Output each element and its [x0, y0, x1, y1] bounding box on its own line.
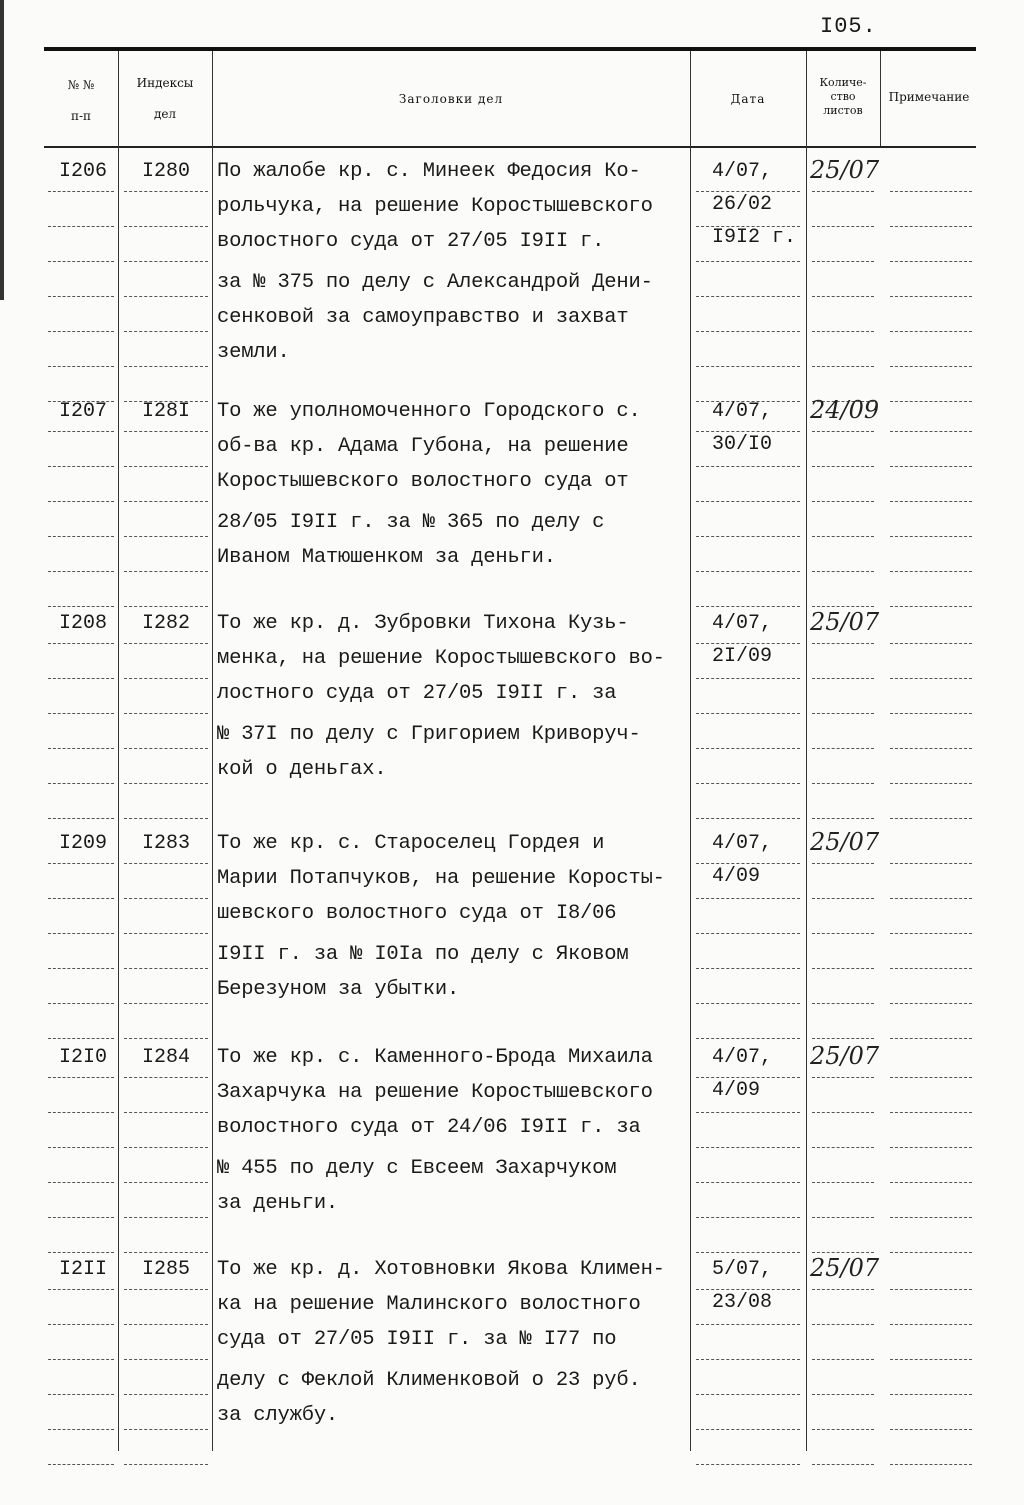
entry-date-line: 4/07,: [712, 612, 773, 635]
ruling-line: [48, 643, 114, 645]
ruling-line: [124, 331, 208, 333]
ruling-line: [48, 431, 114, 433]
entry-date-line: I9I2 г.: [712, 226, 797, 249]
entry-number: I2II: [58, 1258, 107, 1281]
ruling-line: [812, 713, 874, 715]
entry-date-line: 23/08: [712, 1291, 773, 1314]
ruling-line: [890, 366, 972, 368]
entry-title-line: кой о деньгах.: [217, 758, 387, 781]
ruling-line: [48, 713, 114, 715]
header-sheets-line1: Количе-: [819, 76, 867, 89]
ruling-line: [124, 1038, 208, 1040]
ruling-line: [812, 863, 874, 865]
ruling-line: [48, 678, 114, 680]
ruling-line: [48, 261, 114, 263]
ruling-line: [812, 1289, 874, 1291]
ruling-line: [890, 261, 972, 263]
ruling-line: [48, 1394, 114, 1396]
ruling-line: [812, 748, 874, 750]
ruling-line: [124, 1464, 208, 1466]
entry-title-line: сенковой за самоуправство и захват: [217, 306, 629, 329]
entry-title-line: То же кр. д. Хотовновки Якова Климен-: [217, 1258, 665, 1281]
header-number-line1: № №: [67, 78, 95, 92]
ruling-line: [48, 571, 114, 573]
table-row: [0, 156, 1024, 370]
entry-index: I282: [141, 612, 190, 635]
ruling-line: [124, 713, 208, 715]
entry-date-line: 4/07,: [712, 400, 773, 423]
ruling-line: [48, 226, 114, 228]
ruling-line: [124, 1147, 208, 1149]
ruling-line: [696, 366, 800, 368]
header-number: [48, 78, 114, 124]
ruling-line: [890, 1464, 972, 1466]
ruling-line: [124, 191, 208, 193]
entry-number: I207: [58, 400, 107, 423]
ruling-line: [812, 1003, 874, 1005]
ruling-line: [124, 643, 208, 645]
ruling-line: [48, 1429, 114, 1431]
entry-title-line: Коростышевского волостного суда от: [217, 470, 629, 493]
ruling-line: [890, 713, 972, 715]
ruling-line: [48, 748, 114, 750]
ruling-line: [812, 466, 874, 468]
entry-date-line: 4/07,: [712, 160, 773, 183]
entry-sheets-count: 25/07: [810, 1254, 880, 1282]
ruling-line: [48, 296, 114, 298]
ruling-line: [890, 226, 972, 228]
ruling-line: [696, 933, 800, 935]
ruling-line: [890, 898, 972, 900]
entry-title-line: То же кр. д. Зубровки Тихона Кузь-: [217, 612, 629, 635]
ruling-line: [124, 261, 208, 263]
ruling-line: [890, 571, 972, 573]
entry-sheets-count: 25/07: [810, 828, 880, 856]
entry-title-line: об-ва кр. Адама Губона, на решение: [217, 435, 629, 458]
ruling-line: [696, 863, 800, 865]
table-header-rule: [44, 146, 976, 148]
entry-title-line: Марии Потапчуков, на решение Коросты-: [217, 867, 665, 890]
entry-number: I206: [58, 160, 107, 183]
ruling-line: [890, 933, 972, 935]
entry-number: I2I0: [58, 1046, 107, 1069]
ruling-line: [48, 968, 114, 970]
entry-title-line: лостного суда от 27/05 I9II г. за: [217, 682, 617, 705]
ruling-line: [48, 366, 114, 368]
ruling-line: [812, 933, 874, 935]
entry-number: I208: [58, 612, 107, 635]
ruling-line: [890, 191, 972, 193]
ruling-line: [696, 536, 800, 538]
entry-title-line: 28/05 I9II г. за № 365 по делу с: [217, 511, 605, 534]
ruling-line: [124, 606, 208, 608]
ruling-line: [124, 466, 208, 468]
ruling-line: [124, 783, 208, 785]
ruling-line: [812, 431, 874, 433]
ruling-line: [48, 331, 114, 333]
ruling-line: [124, 933, 208, 935]
ruling-line: [48, 1182, 114, 1184]
ruling-line: [48, 606, 114, 608]
ruling-line: [48, 783, 114, 785]
ruling-line: [812, 898, 874, 900]
ruling-line: [812, 1394, 874, 1396]
entry-title-line: Березуном за убытки.: [217, 978, 460, 1001]
ruling-line: [812, 296, 874, 298]
ruling-line: [812, 968, 874, 970]
ruling-line: [812, 1077, 874, 1079]
ruling-line: [890, 1324, 972, 1326]
ruling-line: [696, 783, 800, 785]
entry-title-line: № 455 по делу с Евсеем Захарчуком: [217, 1157, 617, 1180]
entry-index: I280: [141, 160, 190, 183]
table-row: [0, 1254, 1024, 1468]
header-title: Заголовки дел: [398, 92, 504, 106]
ruling-line: [696, 1359, 800, 1361]
ruling-line: [124, 1429, 208, 1431]
ruling-line: [124, 863, 208, 865]
ruling-line: [890, 1394, 972, 1396]
ruling-line: [812, 261, 874, 263]
header-sheets: [806, 76, 880, 118]
ruling-line: [812, 678, 874, 680]
ruling-line: [890, 331, 972, 333]
entry-title-line: рольчука, на решение Коростышевского: [217, 195, 653, 218]
ruling-line: [124, 968, 208, 970]
header-sheets-line2: ство: [830, 90, 856, 103]
ruling-line: [890, 678, 972, 680]
ruling-line: [696, 331, 800, 333]
ruling-line: [48, 1324, 114, 1326]
header-notes: Примечание: [888, 90, 970, 104]
ruling-line: [48, 898, 114, 900]
ruling-line: [890, 606, 972, 608]
ruling-line: [812, 1217, 874, 1219]
ruling-line: [124, 501, 208, 503]
ruling-line: [696, 678, 800, 680]
entry-title-line: Иваном Матюшенком за деньги.: [217, 546, 556, 569]
ruling-line: [124, 1182, 208, 1184]
ruling-line: [812, 191, 874, 193]
ruling-line: [124, 571, 208, 573]
ruling-line: [696, 1324, 800, 1326]
ruling-line: [890, 1359, 972, 1361]
ruling-line: [812, 226, 874, 228]
entry-index: I285: [141, 1258, 190, 1281]
table-top-rule: [44, 47, 976, 51]
ruling-line: [890, 748, 972, 750]
ruling-line: [124, 818, 208, 820]
ruling-line: [48, 1359, 114, 1361]
entry-title-line: делу с Феклой Клименковой о 23 руб.: [217, 1369, 641, 1392]
ruling-line: [696, 1112, 800, 1114]
ruling-line: [890, 1217, 972, 1219]
entry-title-line: за № 375 по делу с Александрой Дени-: [217, 271, 653, 294]
ruling-line: [696, 713, 800, 715]
ruling-line: [890, 1038, 972, 1040]
ruling-line: [48, 1464, 114, 1466]
ruling-line: [890, 501, 972, 503]
ruling-line: [124, 1359, 208, 1361]
entry-title-line: волостного суда от 24/06 I9II г. за: [217, 1116, 641, 1139]
ruling-line: [48, 1038, 114, 1040]
entry-title-line: земли.: [217, 341, 290, 364]
ruling-line: [48, 1112, 114, 1114]
ruling-line: [696, 431, 800, 433]
ruling-line: [696, 1252, 800, 1254]
table-row: [0, 396, 1024, 610]
ruling-line: [812, 1429, 874, 1431]
ruling-line: [696, 1464, 800, 1466]
entry-title-line: I9II г. за № I0Iа по делу с Яковом: [217, 943, 629, 966]
ruling-line: [696, 818, 800, 820]
ruling-line: [696, 571, 800, 573]
ruling-line: [812, 1038, 874, 1040]
entry-title-line: То же кр. с. Староселец Гордея и: [217, 832, 605, 855]
ruling-line: [890, 1289, 972, 1291]
ruling-line: [124, 366, 208, 368]
table-row: [0, 1042, 1024, 1256]
entry-number: I209: [58, 832, 107, 855]
ruling-line: [48, 1217, 114, 1219]
ruling-line: [124, 1394, 208, 1396]
ruling-line: [48, 1289, 114, 1291]
ruling-line: [890, 1147, 972, 1149]
ruling-line: [48, 501, 114, 503]
ruling-line: [124, 898, 208, 900]
header-index-line2: дел: [153, 107, 177, 121]
ruling-line: [696, 1038, 800, 1040]
header-index: [120, 76, 210, 122]
ruling-line: [812, 1359, 874, 1361]
ruling-line: [48, 933, 114, 935]
ruling-line: [124, 296, 208, 298]
header-date: Дата: [730, 92, 766, 106]
ruling-line: [890, 536, 972, 538]
ruling-line: [696, 501, 800, 503]
ruling-line: [890, 296, 972, 298]
ruling-line: [812, 536, 874, 538]
ruling-line: [890, 1003, 972, 1005]
ruling-line: [890, 818, 972, 820]
entry-title-line: волостного суда от 27/05 I9II г.: [217, 230, 605, 253]
entry-sheets-count: 25/07: [810, 156, 880, 184]
entry-title-line: шевского волостного суда от I8/06: [217, 902, 617, 925]
ruling-line: [812, 818, 874, 820]
entry-title-line: ка на решение Малинского волостного: [217, 1293, 641, 1316]
ruling-line: [812, 1464, 874, 1466]
ruling-line: [696, 1003, 800, 1005]
entry-date-line: 2I/09: [712, 645, 773, 668]
ruling-line: [696, 968, 800, 970]
entry-index: I284: [141, 1046, 190, 1069]
ruling-line: [696, 643, 800, 645]
ruling-line: [890, 1182, 972, 1184]
ruling-line: [696, 296, 800, 298]
entry-index: I28I: [141, 400, 190, 423]
ruling-line: [812, 1147, 874, 1149]
ruling-line: [890, 968, 972, 970]
entry-date-line: 4/07,: [712, 1046, 773, 1069]
ruling-line: [696, 898, 800, 900]
entry-title-line: № 37I по делу с Григорием Криворуч-: [217, 723, 641, 746]
ruling-line: [812, 1182, 874, 1184]
ruling-line: [696, 226, 800, 228]
ruling-line: [696, 1182, 800, 1184]
ruling-line: [812, 1324, 874, 1326]
entry-date-line: 5/07,: [712, 1258, 773, 1281]
ruling-line: [124, 536, 208, 538]
entry-title-line: По жалобе кр. с. Минеек Федосия Ко-: [217, 160, 641, 183]
ruling-line: [696, 606, 800, 608]
entry-sheets-count: 24/09: [810, 396, 880, 424]
header-sheets-line3: листов: [823, 104, 863, 117]
ruling-line: [812, 571, 874, 573]
ruling-line: [124, 1003, 208, 1005]
entry-sheets-count: 25/07: [810, 1042, 880, 1070]
page-number: I05.: [820, 14, 877, 39]
ruling-line: [890, 1429, 972, 1431]
ruling-line: [48, 1147, 114, 1149]
header-index-line1: Индексы: [136, 76, 194, 90]
ruling-line: [812, 643, 874, 645]
entry-date-line: 4/09: [712, 865, 761, 888]
ruling-line: [48, 1252, 114, 1254]
entry-sheets-count: 25/07: [810, 608, 880, 636]
ruling-line: [124, 226, 208, 228]
ruling-line: [890, 643, 972, 645]
ruling-line: [124, 1077, 208, 1079]
ruling-line: [696, 1147, 800, 1149]
ruling-line: [696, 748, 800, 750]
ruling-line: [48, 863, 114, 865]
ruling-line: [812, 331, 874, 333]
ruling-line: [812, 501, 874, 503]
table-row: [0, 608, 1024, 822]
ruling-line: [124, 748, 208, 750]
entry-title-line: за службу.: [217, 1404, 339, 1427]
entry-title-line: менка, на решение Коростышевского во-: [217, 647, 665, 670]
ruling-line: [890, 1077, 972, 1079]
ruling-line: [812, 1112, 874, 1114]
ruling-line: [124, 1289, 208, 1291]
ruling-line: [696, 1077, 800, 1079]
table-row: [0, 828, 1024, 1042]
entry-date-line: 30/I0: [712, 433, 773, 456]
entry-date-line: 26/02: [712, 193, 773, 216]
ruling-line: [696, 1429, 800, 1431]
ruling-line: [124, 678, 208, 680]
ruling-line: [890, 1112, 972, 1114]
entry-title-line: То же уполномоченного Городского с.: [217, 400, 641, 423]
ruling-line: [812, 783, 874, 785]
ruling-line: [124, 1324, 208, 1326]
entry-date-line: 4/07,: [712, 832, 773, 855]
ruling-line: [812, 366, 874, 368]
ruling-line: [890, 1252, 972, 1254]
ruling-line: [890, 783, 972, 785]
ruling-line: [890, 863, 972, 865]
ruling-line: [124, 431, 208, 433]
entry-title-line: То же кр. с. Каменного-Брода Михаила: [217, 1046, 653, 1069]
ruling-line: [48, 818, 114, 820]
entry-title-line: Захарчука на решение Коростышевского: [217, 1081, 653, 1104]
ruling-line: [696, 1217, 800, 1219]
ruling-line: [48, 466, 114, 468]
ruling-line: [696, 1394, 800, 1396]
ruling-line: [48, 1077, 114, 1079]
ruling-line: [48, 191, 114, 193]
ruling-line: [124, 1252, 208, 1254]
ruling-line: [696, 1289, 800, 1291]
ruling-line: [124, 1217, 208, 1219]
ruling-line: [48, 1003, 114, 1005]
entry-title-line: за деньги.: [217, 1192, 339, 1215]
entry-title-line: суда от 27/05 I9II г. за № I77 по: [217, 1328, 617, 1351]
ruling-line: [48, 536, 114, 538]
ruling-line: [696, 261, 800, 263]
ruling-line: [890, 466, 972, 468]
entry-date-line: 4/09: [712, 1079, 761, 1102]
ruling-line: [696, 466, 800, 468]
ruling-line: [696, 191, 800, 193]
ruling-line: [124, 1112, 208, 1114]
header-number-line2: п-п: [70, 109, 92, 123]
entry-index: I283: [141, 832, 190, 855]
ruling-line: [890, 431, 972, 433]
